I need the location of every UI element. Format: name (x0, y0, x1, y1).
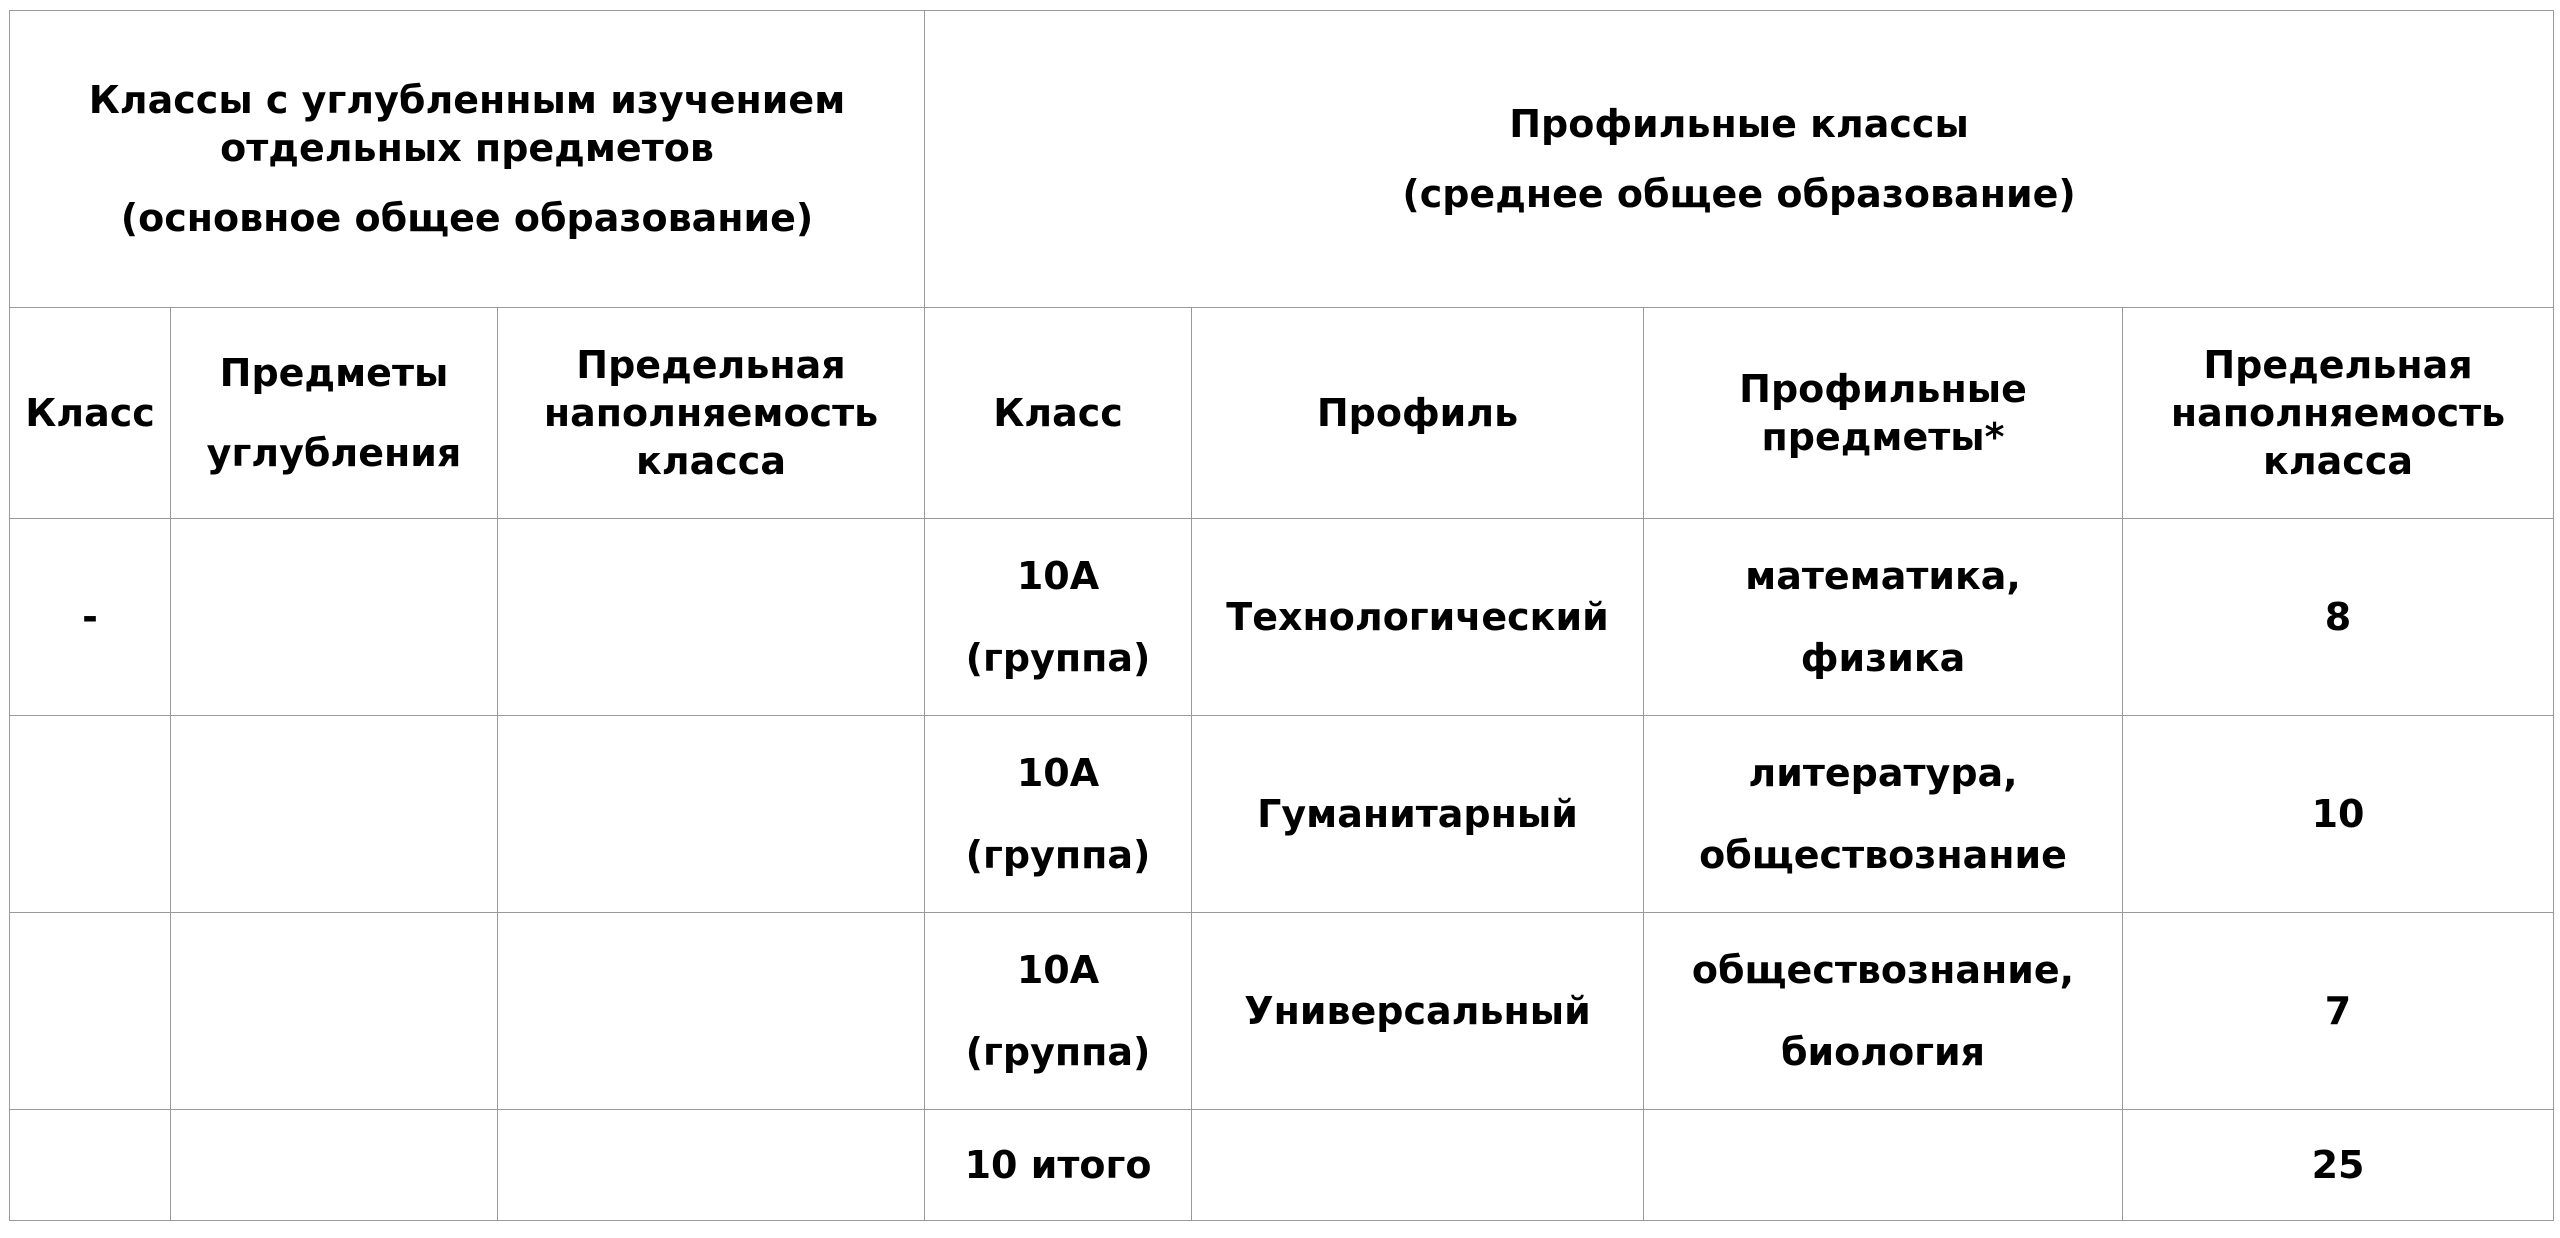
cell-subject-line-1: математика, (1745, 554, 2021, 598)
cell-capacity: 8 (2123, 519, 2554, 716)
cell-left-subjects (171, 519, 498, 716)
cell-left-class (10, 1110, 171, 1221)
cell-left-class (10, 716, 171, 913)
cell-left-subjects (171, 716, 498, 913)
col-header-profile-subjects-line-1: Профильные (1739, 367, 2027, 411)
cell-class-line-2: (группа) (965, 833, 1151, 877)
col-header-subjects-line-1: Предметы (219, 351, 449, 395)
table-row (10, 519, 2554, 716)
total-row (10, 1110, 2554, 1221)
right-group-subtitle: (среднее общее образование) (1402, 172, 2076, 216)
col-header-capacity-right-line-2: наполняемость (2170, 391, 2506, 435)
cell-profile: Гуманитарный (1192, 716, 1644, 913)
col-header-class-left (10, 308, 171, 519)
total-capacity: 25 (2123, 1110, 2554, 1221)
left-group-title-line-1: Классы с углубленным изучением (88, 78, 846, 122)
col-header-capacity-right-line-3: класса (2263, 439, 2413, 483)
right-group-header (925, 11, 2554, 308)
group-header-row (10, 11, 2554, 308)
profile-classes-table (9, 10, 2554, 1221)
cell-subject-line-2: биология (1780, 1030, 1986, 1074)
cell-subject-line-1: обществознание, (1691, 948, 2075, 992)
col-header-profile-subjects (1644, 308, 2123, 519)
column-header-row (10, 308, 2554, 519)
total-label: 10 итого (925, 1110, 1192, 1221)
cell-class-line-2: (группа) (965, 636, 1151, 680)
cell-left-capacity (498, 1110, 925, 1221)
cell-capacity: 7 (2123, 913, 2554, 1110)
cell-profile-subjects (1644, 716, 2123, 913)
col-header-subjects-left (171, 308, 498, 519)
left-group-title-line-2: отдельных предметов (220, 126, 714, 170)
col-header-profile-text: Профиль (1316, 391, 1519, 435)
col-header-profile (1192, 308, 1644, 519)
cell-subject-line-2: обществознание (1699, 833, 2067, 877)
left-group-subtitle: (основное общее образование) (120, 196, 814, 240)
cell-profile: Технологический (1192, 519, 1644, 716)
col-header-class-right (925, 308, 1192, 519)
col-header-capacity-right (2123, 308, 2554, 519)
cell-left-class (10, 913, 171, 1110)
cell-left-capacity (498, 716, 925, 913)
table-row (10, 716, 2554, 913)
col-header-capacity-left-line-1: Предельная (576, 343, 846, 387)
cell-profile-subjects (1644, 913, 2123, 1110)
col-header-capacity-left-line-3: класса (636, 439, 786, 483)
col-header-capacity-left (498, 308, 925, 519)
cell-class-line-1: 10А (1016, 948, 1100, 992)
col-header-class-right-text: Класс (993, 391, 1123, 435)
col-header-class-left-text: Класс (25, 391, 155, 435)
cell-profile-subjects (1644, 519, 2123, 716)
cell-left-subjects (171, 913, 498, 1110)
cell-class (925, 716, 1192, 913)
col-header-capacity-left-line-2: наполняемость (543, 391, 879, 435)
cell-capacity: 10 (2123, 716, 2554, 913)
cell-class-line-1: 10А (1016, 751, 1100, 795)
cell-left-capacity (498, 913, 925, 1110)
cell-profile (1192, 1110, 1644, 1221)
cell-class-line-1: 10А (1016, 554, 1100, 598)
cell-profile: Универсальный (1192, 913, 1644, 1110)
table-row (10, 913, 2554, 1110)
cell-left-subjects (171, 1110, 498, 1221)
cell-left-capacity (498, 519, 925, 716)
cell-subject-line-2: физика (1800, 636, 1966, 680)
cell-class-line-2: (группа) (965, 1030, 1151, 1074)
col-header-subjects-line-2: углубления (206, 431, 462, 475)
cell-class (925, 519, 1192, 716)
cell-left-class: - (10, 519, 171, 716)
col-header-capacity-right-line-1: Предельная (2203, 343, 2473, 387)
cell-subject-line-1: литература, (1748, 751, 2018, 795)
col-header-profile-subjects-line-2: предметы* (1761, 415, 2005, 459)
right-group-title: Профильные классы (1509, 102, 1969, 146)
cell-class (925, 913, 1192, 1110)
left-group-header (10, 11, 925, 308)
cell-profile-subjects (1644, 1110, 2123, 1221)
